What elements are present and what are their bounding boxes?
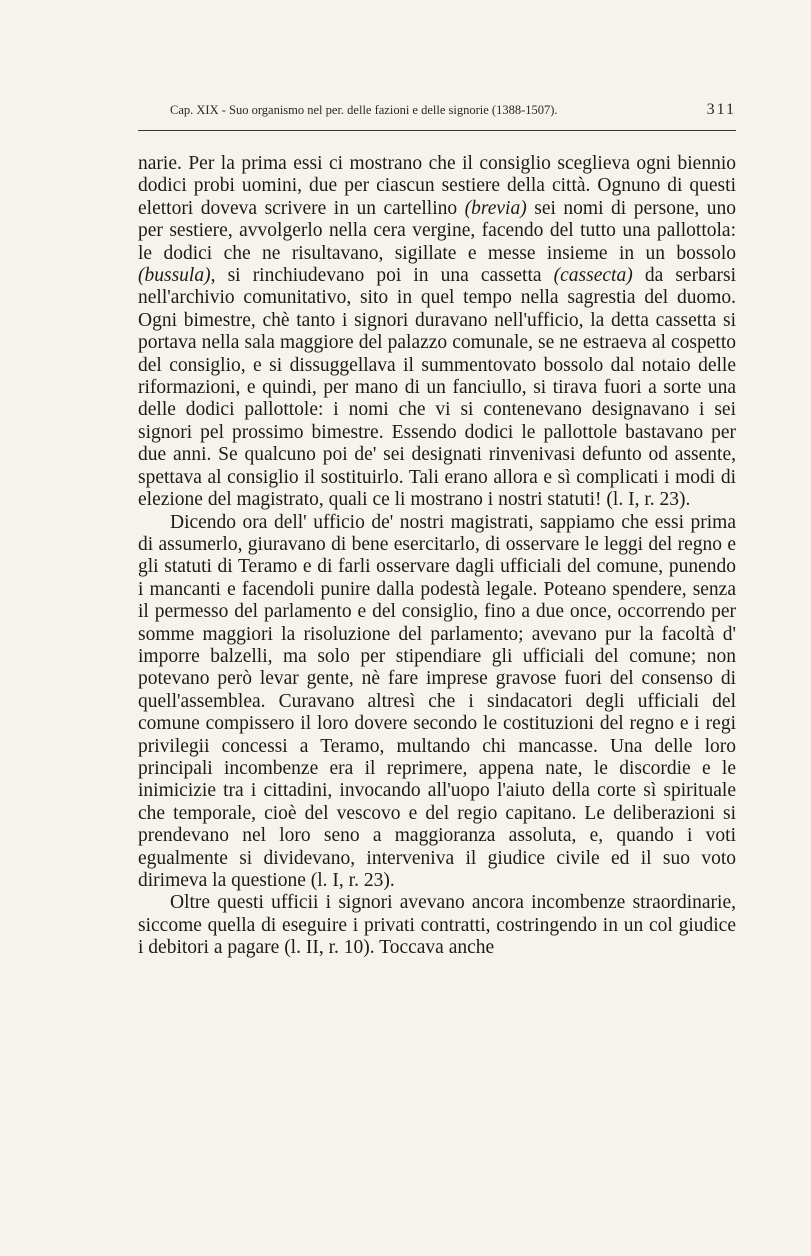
body-text: [138, 153, 736, 960]
italic-term: (bussula): [138, 265, 211, 287]
statute-reference: (l. II, r. 10).: [279, 937, 375, 959]
text-run: narie. Per la prima essi ci mostrano che il consiglio sceglieva ogni biennio dodici probi uomini, due per ciascun sestiere della città. Ognuno di questi elettori doveva scrivere in un cartellino: [138, 153, 736, 219]
text-run: , si rinchiudevano poi in una cassetta: [210, 265, 554, 287]
paragraph: [138, 512, 736, 893]
text-run: Toccava anche: [374, 937, 495, 959]
running-title: Cap. XIX - Suo organismo nel per. delle fazioni e delle signorie (1388-1507).: [170, 103, 558, 117]
paragraph: [138, 892, 736, 959]
text-run: da serbarsi nell'archivio comunitativo, sito in quel tempo nella sagrestia del duomo. Ogni bimestre, chè tanto i signori duravano nell'ufficio, la detta cassetta si portava nella sala maggiore del palazzo comunale, se ne estraeva al cospetto del consiglio, e si dissuggellava il summentovato bossolo dal notaio delle riformazioni, e quindi, per mano di un fanciullo, si tirava fuori a sorte una delle dodici pallottole: i nomi che vi si contenevano designavano i sei signori pel prossimo bimestre. Essendo dodici le pallottole bastavano per due anni. Se qualcuno poi de' sei designati rinvenivasi defunto od assente, spettava al consiglio il sostituirlo. Tali erano allora e sì complicati i modi di elezione del magistrato, quali ce li mostrano i nostri statuti!: [138, 265, 736, 511]
statute-reference: (l. I, r. 23).: [601, 489, 691, 511]
italic-term: (cassecta): [553, 265, 633, 287]
statute-reference: (l. I, r. 23).: [305, 870, 395, 891]
text-run: Dicendo ora dell' ufficio de' nostri magistrati, sappiamo che essi prima di assumerlo, giuravano di bene esercitarlo, di osservare le leggi del regno e gli statuti di Teramo e di farli osservare dagli ufficiali del comune, punendo i mancanti e facendoli punire dalla podestà legale. Poteano spendere, senza il permesso del parlamento e del consiglio, fino a due once, occorrendo per somme maggiori la risoluzione del parlamento; avevano pur la facoltà d' imporre balzelli, ma solo per stipendiare gli ufficiali del comune; non potevano però levar gente, nè fare imprese gravose fuori del consenso di quell'assemblea. Curavano altresì che i sindacatori degli ufficiali del comune compissero il loro dovere secondo le costituzioni del regno e i regi privilegii concessi a Teramo, multando chi mancasse. Una delle loro principali incombenze era il reprimere, appena nate, le discordie e le inimicizie tra i cittadini, invocando all'uopo l'aiuto della corte sì spirituale che temporale, cioè del vescovo e del regio capitano. Le deliberazioni si prendevano nel loro seno a maggioranza assoluta, e, quando i voti egualmente si dividevano, interveniva il giudice civile ed il suo voto dirimeva la questione: [138, 511, 736, 891]
paragraph: [138, 153, 736, 512]
text-run: sei nomi di persone, uno per sestiere, avvolgerlo nella cera vergine, facendo del tutto una pallottola: le dodici che ne risultavano, sigillate e messe insieme in un bossolo: [138, 197, 736, 264]
page-number: 311: [706, 101, 736, 118]
italic-term: (brevia): [464, 197, 527, 219]
header-rule: [138, 130, 736, 131]
text-run: Oltre questi ufficii i signori avevano ancora incombenze straordinarie, siccome quella di eseguire i privati contratti, costringendo in un col giudice i debitori a pagare: [138, 892, 736, 959]
